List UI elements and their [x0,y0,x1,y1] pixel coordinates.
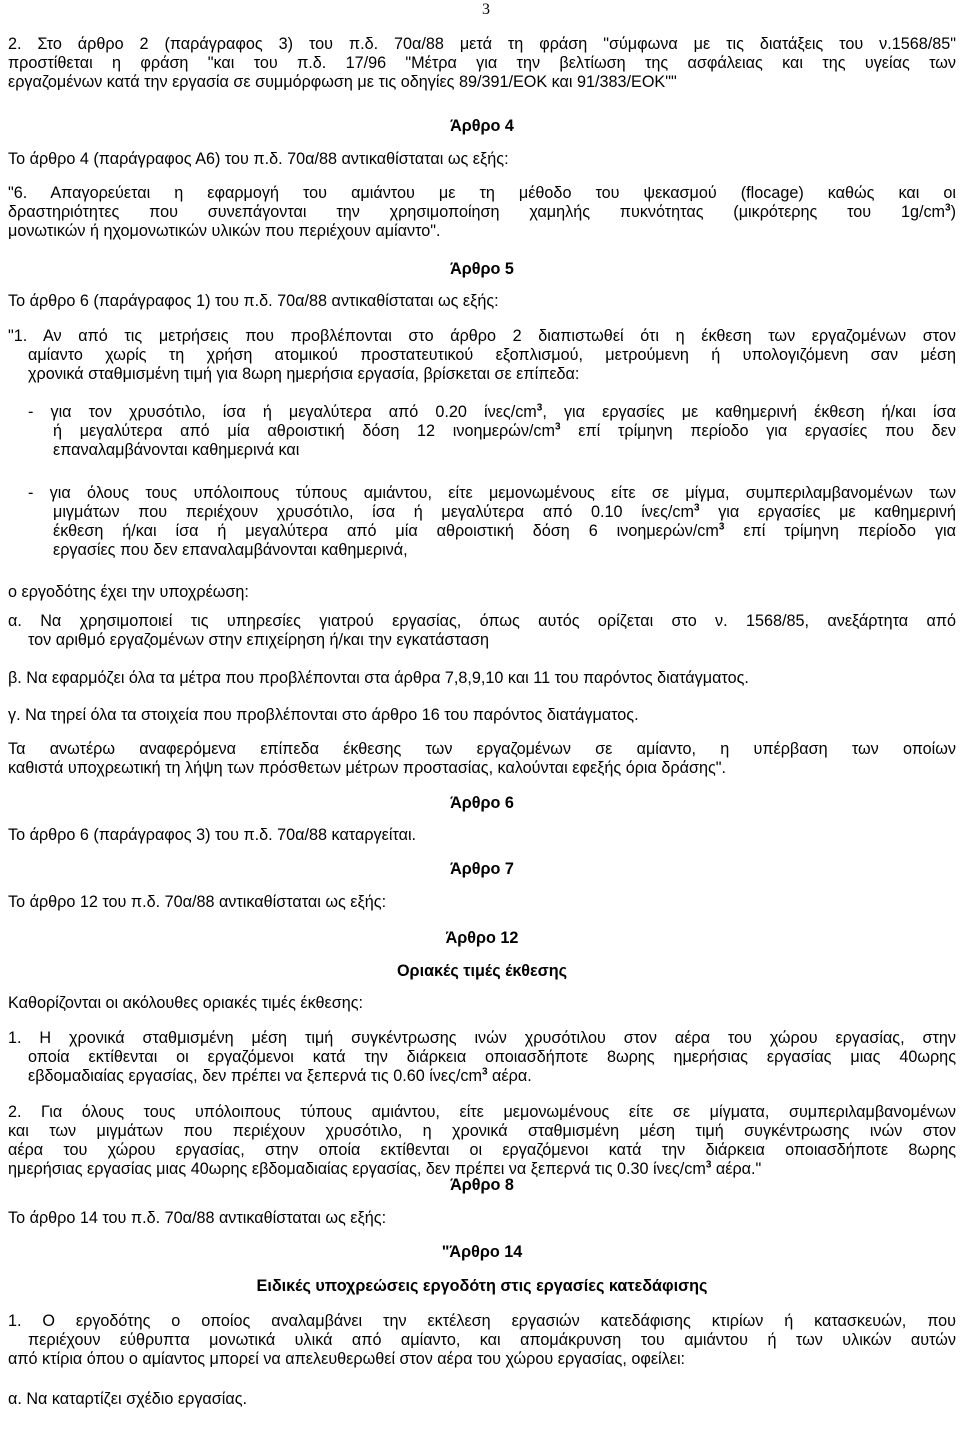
article-4-title: Άρθρο 4 [450,117,514,135]
article-12-intro: Καθορίζονται οι ακόλουθες οριακές τιμές έκθεσης: [8,994,364,1012]
text-line: εργασίες που δεν επαναλαμβάνονται καθημερινά, [53,541,408,559]
limit-chrysotile [8,403,956,460]
text-line: 2. Στο άρθρο 2 (παράγραφος 3) του π.δ. 70α/88 μετά τη φράση "σύμφωνα με τις διατάξεις του ν.1568/85" [8,35,956,53]
paragraph-2 [8,35,956,92]
article-7-text: Το άρθρο 12 του π.δ. 70α/88 αντικαθίσταται ως εξής: [8,893,387,911]
article-6-title: Άρθρο 6 [450,794,514,812]
article-5-paragraph-1 [8,327,956,384]
limit-value-2 [8,1103,956,1179]
text-line: αέρα του χώρου εργασίας, στην οποία εκτίθενται οι εργαζόμενοι κατά την διάρκεια οποιασδήποτε 8ωρης [8,1141,956,1159]
text-line: 1. Η χρονικά σταθμισμένη μέση τιμή συγκέντρωσης ινών χρυσότιλου στον αέρα του χώρου εργασίας, στην [8,1029,956,1047]
text-line: και των μιγμάτων που περιέχουν χρυσότιλο, η χρονικά σταθμισμένη μέση τιμή συγκέντρωσης ινών στον [8,1122,956,1140]
text-line: μιγμάτων που περιέχουν χρυσότιλο, ίσα ή μεγαλύτερα από 0.10 ίνες/$cm^3$ για εργασίες με καθημερινή [53,502,956,521]
limit-other-asbestos [8,484,956,560]
text-line: τον αριθμό εργαζομένων στην επιχείρηση ή/και την εγκατάσταση [28,631,489,649]
text-line: - για όλους τους υπόλοιπους τύπους αμιάντου, είτε μεμονωμένους είτε σε μίγμα, συμπεριλαμβανομένων των [28,484,956,502]
article-12-subtitle: Οριακές τιμές έκθεσης [396,962,568,980]
article-4-text [8,184,956,241]
text-line: εργαζομένων κατά την εργασία σε συμμόρφωση με τις οδηγίες 89/391/ΕΟΚ και 91/383/ΕΟΚ"" [8,73,677,91]
text-line: εβδομαδιαίας εργασίας, δεν πρέπει να ξεπερνά τις 0.60 ίνες/$cm^3$ αέρα. [28,1066,532,1085]
article-8-text: Το άρθρο 14 του π.δ. 70α/88 αντικαθίσταται ως εξής: [8,1209,387,1227]
employer-obligation: ο εργοδότης έχει την υποχρέωση: [8,583,249,601]
article-14-paragraph-1 [8,1312,956,1369]
article-6-text: Το άρθρο 6 (παράγραφος 3) του π.δ. 70α/88 καταργείται. [8,826,417,844]
text-line: ή μεγαλύτερα από μία αθροιστική δόση 12 ινοημερών/$cm^3$ επί τρίμηνη περίοδο για εργασίες που δεν [53,421,956,440]
obligation-a [8,612,956,650]
text-line: Τα ανωτέρω αναφερόμενα επίπεδα έκθεσης των εργαζομένων σε αμίαντο, η υπέρβαση των οποίων [8,740,956,758]
text-line: δραστηριότητες που συνεπάγονται την χρησιμοποίηση χαμηλής πυκνότητας (μικρότερης του $1g/cm^3$) [8,202,956,221]
article-14-item-a: α. Να καταρτίζει σχέδιο εργασίας. [8,1390,248,1408]
text-line: επαναλαμβάνονται καθημερινά και [53,441,300,459]
text-line: α. Να χρησιμοποιεί τις υπηρεσίες γιατρού εργασίας, όπως αυτός ορίζεται στο ν. 1568/85, ανεξάρτητα από [8,612,956,630]
article-5-intro: Το άρθρο 6 (παράγραφος 1) του π.δ. 70α/88 αντικαθίσταται ως εξής: [8,292,499,310]
text-line: 2. Για όλους τους υπόλοιπους τύπους αμιάντου, είτε μεμονωμένους είτε σε μίγματα, συμπεριλαμβανομένων [8,1103,956,1121]
text-line: οποία εκτίθενται οι εργαζόμενοι κατά την διάρκεια οποιασδήποτε 8ωρης ημερήσιας εργασίας μιας 40ωρης [28,1048,956,1066]
article-8-title: Άρθρο 8 [450,1176,514,1194]
page-number: 3 [482,1,490,18]
text-line: μονωτικών ή ηχομονωτικών υλικών που περιέχουν αμίαντο". [8,222,441,240]
text-line: χρονικά σταθμισμένη τιμή για 8ωρη ημερήσια εργασία, βρίσκεται σε επίπεδα: [28,365,580,383]
text-line: προστίθεται η φράση "και του π.δ. 17/96 "Μέτρα για την βελτίωση της ασφάλειας και της υγείας των [8,54,956,72]
obligation-c: γ. Να τηρεί όλα τα στοιχεία που προβλέπονται στο άρθρο 16 του παρόντος διατάγματος. [8,706,639,724]
text-line: 1. Ο εργοδότης ο οποίος αναλαμβάνει την εκτέλεση εργασιών κατεδάφισης κτιρίων ή κατασκευών, που [8,1312,956,1330]
action-levels-paragraph [8,740,956,778]
text-line: ημερήσιας εργασίας μιας 40ωρης εβδομαδιαίας εργασίας, δεν πρέπει να ξεπερνά τις 0.30 ίνες/$cm^3$ αέρα." [8,1159,762,1178]
article-14-title: "Άρθρο 14 [441,1243,523,1261]
text-line: καθιστά υποχρεωτική τη λήψη των πρόσθετων μέτρων προστασίας, καλούνται εφεξής όρια δράσης". [8,759,726,777]
article-4-intro: Το άρθρο 4 (παράγραφος Α6) του π.δ. 70α/88 αντικαθίσταται ως εξής: [8,150,509,168]
text-line: "1. Αν από τις μετρήσεις που προβλέπονται στο άρθρο 2 διαπιστωθεί ότι η έκθεση των εργαζομένων στον [8,327,956,345]
article-7-title: Άρθρο 7 [450,860,514,878]
text-line: "6. Απαγορεύεται η εφαρμογή του αμιάντου με τη μέθοδο του ψεκασμού (flocage) καθώς και οι [8,184,956,202]
text-line: περιέχουν εύθρυπτα μονωτικά υλικά από αμίαντο, και απομάκρυνση του αμιάντου ή των υλικών αυτών [28,1331,956,1349]
article-14-subtitle: Ειδικές υποχρεώσεις εργοδότη στις εργασίες κατεδάφισης [256,1277,708,1295]
text-line: από κτίρια όπου ο αμίαντος μπορεί να απελευθερωθεί στον αέρα του χώρου εργασίας, οφείλει: [8,1350,686,1368]
article-5-title: Άρθρο 5 [450,260,514,278]
article-12-title: Άρθρο 12 [445,929,519,947]
text-line: - για τον χρυσότιλο, ίσα ή μεγαλύτερα από 0.20 ίνες/$cm^3$, για εργασίες με καθημερινή έκθεση ή/και ίσα [28,402,956,421]
text-line: αμίαντο χωρίς τη χρήση ατομικού προστατευτικού εξοπλισμού, μετρούμενη ή υπολογιζόμενη σαν μέση [28,346,956,364]
limit-value-1 [8,1029,956,1086]
text-line: έκθεση ή/και ίσα ή μεγαλύτερα από μία αθροιστική δόση 6 ινοημερών/$cm^3$ επί τρίμηνη περίοδο για [53,521,956,540]
obligation-b: β. Να εφαρμόζει όλα τα μέτρα που προβλέπονται στα άρθρα 7,8,9,10 και 11 του παρόντος διατάγματος. [8,669,749,687]
